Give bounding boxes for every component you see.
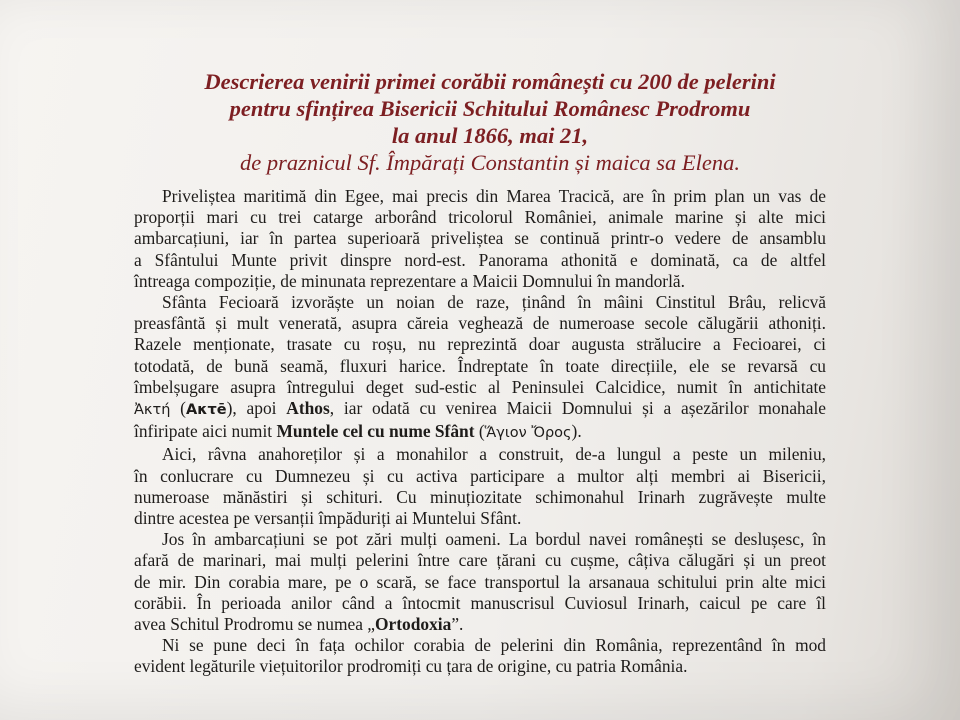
text-line: corăbii. În perioada anilor când a întocmit manuscrisul Cuviosul Irinarh, caicul pe care îl	[134, 592, 826, 613]
text-fragment: (	[170, 398, 186, 419]
text-line	[134, 398, 826, 421]
body-text	[134, 186, 826, 678]
title-line: Descrierea venirii primei corăbii românești cu 200 de pelerini	[204, 69, 776, 94]
text-line: Priveliștea maritimă din Egee, mai precis din Marea Tracică, are în prim plan un vas de	[162, 186, 826, 206]
text-line: în conlucrare cu Dumnezeu și cu activa participare a multor alți membri ai Bisericii,	[134, 465, 826, 486]
text-line: de mir. Din corabia mare, pe o scară, se face transportul la arsanaua schitului prin alte mici	[134, 571, 826, 592]
text-line: îmbelșugare asupra întregului deget sud-estic al Peninsulei Calcidice, numit în antichitate	[134, 376, 826, 397]
text-line: preasfântă și mult venerată, asupra căreia veghează de numeroase secole călugării athoniți.	[134, 313, 826, 334]
title-line: la anul 1866, mai 21,	[391, 123, 589, 148]
text-line: Sfânta Fecioară izvorăște un noian de raze, ținând în mâini Cinstitul Brâu, relicvă	[162, 292, 826, 313]
text-line: Ni se pune deci în fața ochilor corabia de pelerini din România, reprezentând în mod	[162, 635, 826, 656]
text-line: ambarcațiuni, iar în partea superioară priveliștea se continuă printr-o vedere de ansamblu	[134, 228, 826, 249]
text-line: Aici, râvna anahoreților și a monahilor a construit, de-a lungul a peste un mileniu,	[162, 444, 826, 465]
text-fragment: , iar odată cu venirea Maicii Domnului și a așezărilor monahale	[329, 398, 827, 419]
text-line: numeroase mănăstiri și schituri. Cu minuțiozitate schimonahul Irinarh zugrăvește multe	[134, 486, 826, 507]
page-title	[150, 68, 830, 176]
text-line: afară de marinari, mai mulți pelerini între care țărani cu cușme, câțiva călugări și un preot	[134, 550, 826, 571]
text-line: totodată, de bună seamă, fluxuri harice. Îndreptate în toate direcțiile, ele se revarsă cu	[134, 355, 826, 376]
greek-term-bold: Ακτē	[185, 402, 227, 419]
text-line: a Sfântului Munte privit dinspre nord-est. Panorama athonită e dominată, ca de altfel	[134, 249, 826, 270]
greek-term: Ἅγιον Ὄρος	[484, 425, 572, 442]
text-line: dintre acestea pe versanții împăduriți ai Muntelui Sfânt.	[134, 508, 522, 529]
text-line: evident legăturile viețuitorilor prodromiți cu țara de origine, cu patria România.	[134, 656, 688, 677]
bold-term: Muntele cel cu nume Sfânt	[276, 421, 475, 442]
text-line: Jos în ambarcațiuni se pot zări mulți oameni. La bordul navei românești se deslușesc, în	[162, 529, 826, 550]
text-fragment: ).	[571, 421, 582, 442]
text-line: întreaga compoziție, de minunata reprezentare a Maicii Domnului în mandorlă.	[134, 270, 685, 291]
title-subline: de praznicul Sf. Împărați Constantin și maica sa Elena.	[240, 150, 740, 175]
text-fragment: (	[474, 421, 485, 442]
bold-term: Ortodoxia	[375, 614, 452, 635]
bold-term: Athos	[286, 398, 330, 419]
text-fragment: ), apoi	[226, 398, 287, 419]
text-line: Razele menționate, trasate cu roșu, nu reprezintă doar augusta strălucire a Fecioarei, ci	[134, 334, 826, 355]
title-line: pentru sfințirea Bisericii Schitului Românesc Prodromu	[229, 96, 751, 121]
text-line	[134, 421, 826, 444]
text-line	[134, 614, 826, 635]
greek-term: Ἀκτή	[134, 402, 171, 419]
text-fragment: avea Schitul Prodromu se numea „	[134, 614, 375, 635]
text-fragment: înfiripate aici numit	[134, 421, 277, 442]
text-line: proporții mari cu trei catarge arborând tricolorul României, animale marine și alte mici	[134, 207, 826, 228]
text-fragment: ”.	[451, 614, 464, 635]
